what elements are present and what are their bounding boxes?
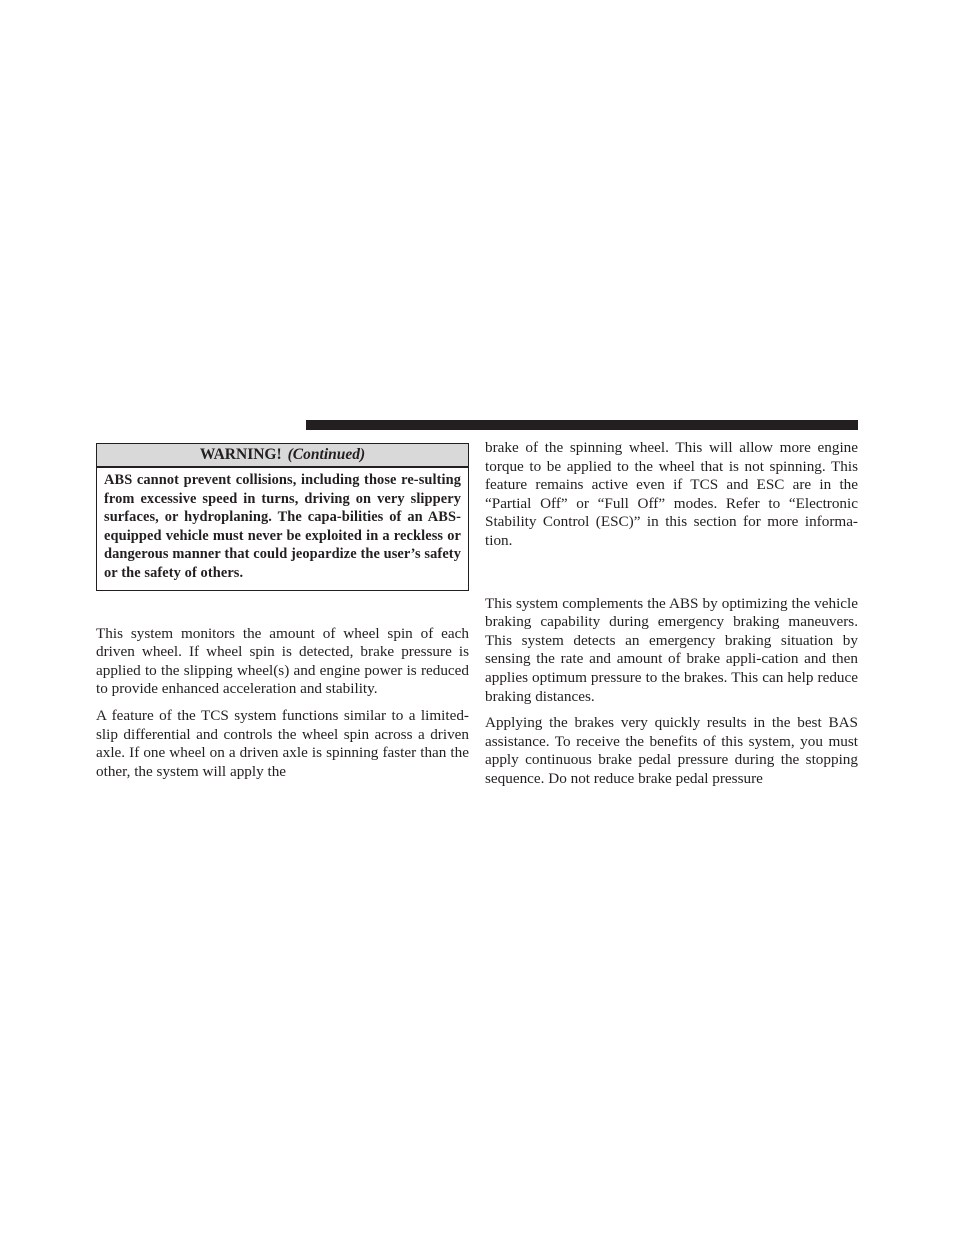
section-header-bar [306,420,858,430]
tcs-paragraph-1: This system monitors the amount of wheel spin of each driven wheel. If wheel spin is detected, brake pressure is applied to the slipping wheel(s) and engine power is reduced to provide enhanced acceleration and stability. [96,624,469,698]
warning-text: ABS cannot prevent collisions, including those re-sulting from excessive speed in turns, driving on very slippery surfaces, or hydroplaning. The capa-bilities of an ABS-equipped vehicle must never be exploited in a reckless or dangerous manner that could jeopardize the user’s safety or the safety of others. [104,472,461,581]
section-gap [96,591,469,625]
tcs-paragraph-continued: brake of the spinning wheel. This will allow more engine torque to be applied to the wheel that is not spinning. This feature remains active even if TCS and ESC are in the “Partial Off” or “Full Off” modes. Refer to “Electronic Stability Control (ESC)” in this section for more informa-tion. [485,439,858,549]
warning-box [96,443,469,591]
warning-title: WARNING! [199,446,282,463]
left-column [96,443,469,789]
right-column [485,439,858,789]
section-gap [485,559,858,595]
bas-paragraph-1: This system complements the ABS by optimizing the vehicle braking capability during emergency braking maneuvers. This system detects an emergency braking situation by sensing the rate and amount of brake appli-cation and then applies optimum pressure to the brakes. This can help reduce braking distances. [485,594,858,705]
warning-continued: (Continued) [287,446,366,463]
bas-paragraph-2: Applying the brakes very quickly results in the best BAS assistance. To receive the benefits of this system, you must apply continuous brake pedal pressure during the stopping sequence. Do not reduce brake pedal pressure [485,714,858,787]
tcs-paragraph-2: A feature of the TCS system functions similar to a limited-slip differential and controls the wheel spin across a driven axle. If one wheel on a driven axle is spinning faster than the other, the system will apply the [96,706,469,780]
warning-header [97,444,468,468]
